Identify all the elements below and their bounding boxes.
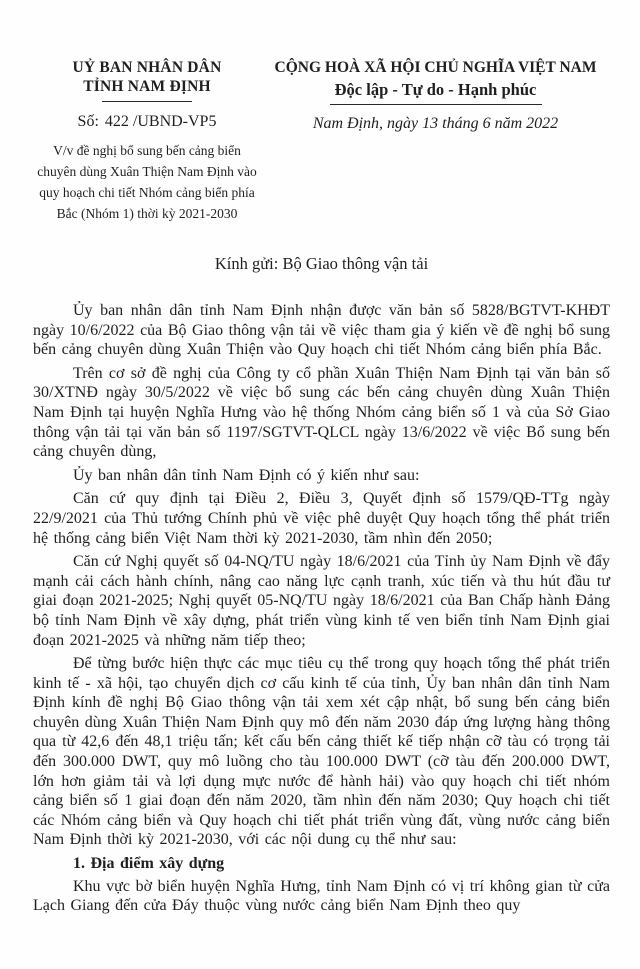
issuer-name-line2: TỈNH NAM ĐỊNH [83,78,211,95]
issuer-underline [102,101,192,102]
document-body [33,301,610,916]
place-and-date: Nam Định, ngày 13 tháng 6 năm 2022 [312,115,559,132]
document-subject: V/v đề nghị bổ sung bến cảng biển chuyên dùng Xuân Thiện Nam Định vào quy hoạch chi tiết Nhóm cảng biển phía Bắc (Nhóm 1) thời kỳ 2021-2030 [37,143,257,221]
paragraph: Căn cứ quy định tại Điều 2, Điều 3, Quyết định số 1579/QĐ-TTg ngày 22/9/2021 của Thủ tướng Chính phủ về việc phê duyệt Quy hoạch tổng thể phát triển hệ thống cảng biển Việt Nam thời kỳ 2021-2030, tầm nhìn đến 2050; [33,490,610,547]
section-1-heading: 1. Địa điểm xây dựng [73,855,225,873]
paragraph: Ủy ban nhân dân tỉnh Nam Định có ý kiến như sau: [73,466,420,484]
salutation: Kính gửi: Bộ Giao thông vận tải [214,254,429,273]
motto-underline [330,104,542,105]
paragraph: Khu vực bờ biển huyện Nghĩa Hưng, tỉnh Nam Định có vị trí không gian từ cửa Lạch Giang đến cửa Đáy thuộc vùng nước cảng biển Nam Định theo quy [33,877,610,915]
issuer-block [33,58,261,224]
document-number-value: 422 /UBND-VP5 [104,113,217,130]
document-number-label: Số: [77,113,99,130]
document-number [33,113,261,131]
national-motto: Độc lập - Tự do - Hạnh phúc [334,80,537,99]
document-header [33,58,610,224]
issuer-name-line1: UỶ BAN NHÂN DÂN [72,59,222,76]
national-title: CỘNG HOÀ XÃ HỘI CHỦ NGHĨA VIỆT NAM [274,59,597,76]
paragraph: Ủy ban nhân dân tỉnh Nam Định nhận được văn bản số 5828/BGTVT-KHĐT ngày 10/6/2022 của Bộ Giao thông vận tải về việc tham gia ý kiến về đề nghị bổ sung bến cảng chuyên dùng Xuân Thiện vào Quy hoạch chi tiết Nhóm cảng biển phía Bắc. [33,302,610,359]
paragraph: Để từng bước hiện thực các mục tiêu cụ thể trong quy hoạch tổng thể phát triển kinh tế - xã hội, tạo chuyển dịch cơ cấu kinh tế của tỉnh, Ủy ban nhân dân tỉnh Nam Định kính đề nghị Bộ Giao thông vận tải xem xét cập nhật, bổ sung bến cảng biển chuyên dùng Xuân Thiện Nam Định quy mô đến năm 2030 đáp ứng lượng hàng thông qua từ 42,6 đến 48,1 triệu tấn; kết cấu bến cảng thiết kế tiếp nhận cỡ tàu có trọng tải đến 300.000 DWT, quy mô luồng cho tàu 100.000 DWT (cỡ tàu đến 200.000 DWT, lớn hơn giảm tải và lợi dụng mực nước để hành hải) vào quy hoạch chi tiết nhóm cảng biển số 1 giai đoạn đến năm 2020, tầm nhìn đến năm 2030; Quy hoạch chi tiết các Nhóm cảng biển và Quy hoạch chi tiết phát triển vùng đất, vùng nước cảng biển Nam Định thời kỳ 2021-2030, với các nội dung cụ thể như sau: [33,655,610,849]
paragraph: Trên cơ sở đề nghị của Công ty cổ phần Xuân Thiện Nam Định tại văn bản số 30/XTNĐ ngày 30/5/2022 về việc bổ sung các bến cảng chuyên dùng Xuân Thiện Nam Định tại huyện Nghĩa Hưng vào hệ thống Nhóm cảng biển số 1 và của Sở Giao thông vận tải tại văn bản số 1197/SGTVT-QLCL ngày 13/6/2022 về việc Bổ sung bến cảng chuyên dùng, [33,364,610,461]
paragraph: Căn cứ Nghị quyết số 04-NQ/TU ngày 18/6/2021 của Tỉnh ủy Nam Định về đẩy mạnh cải cách hành chính, nâng cao năng lực cạnh tranh, xúc tiến và thu hút đầu tư giai đoạn 2021-2025; Nghị quyết 05-NQ/TU ngày 18/6/2021 của Ban Chấp hành Đảng bộ tỉnh Nam Định về xây dựng, phát triển vùng kinh tế ven biển tỉnh Nam Định giai đoạn 2021-2025 và những năm tiếp theo; [33,553,610,649]
national-block [261,58,610,133]
